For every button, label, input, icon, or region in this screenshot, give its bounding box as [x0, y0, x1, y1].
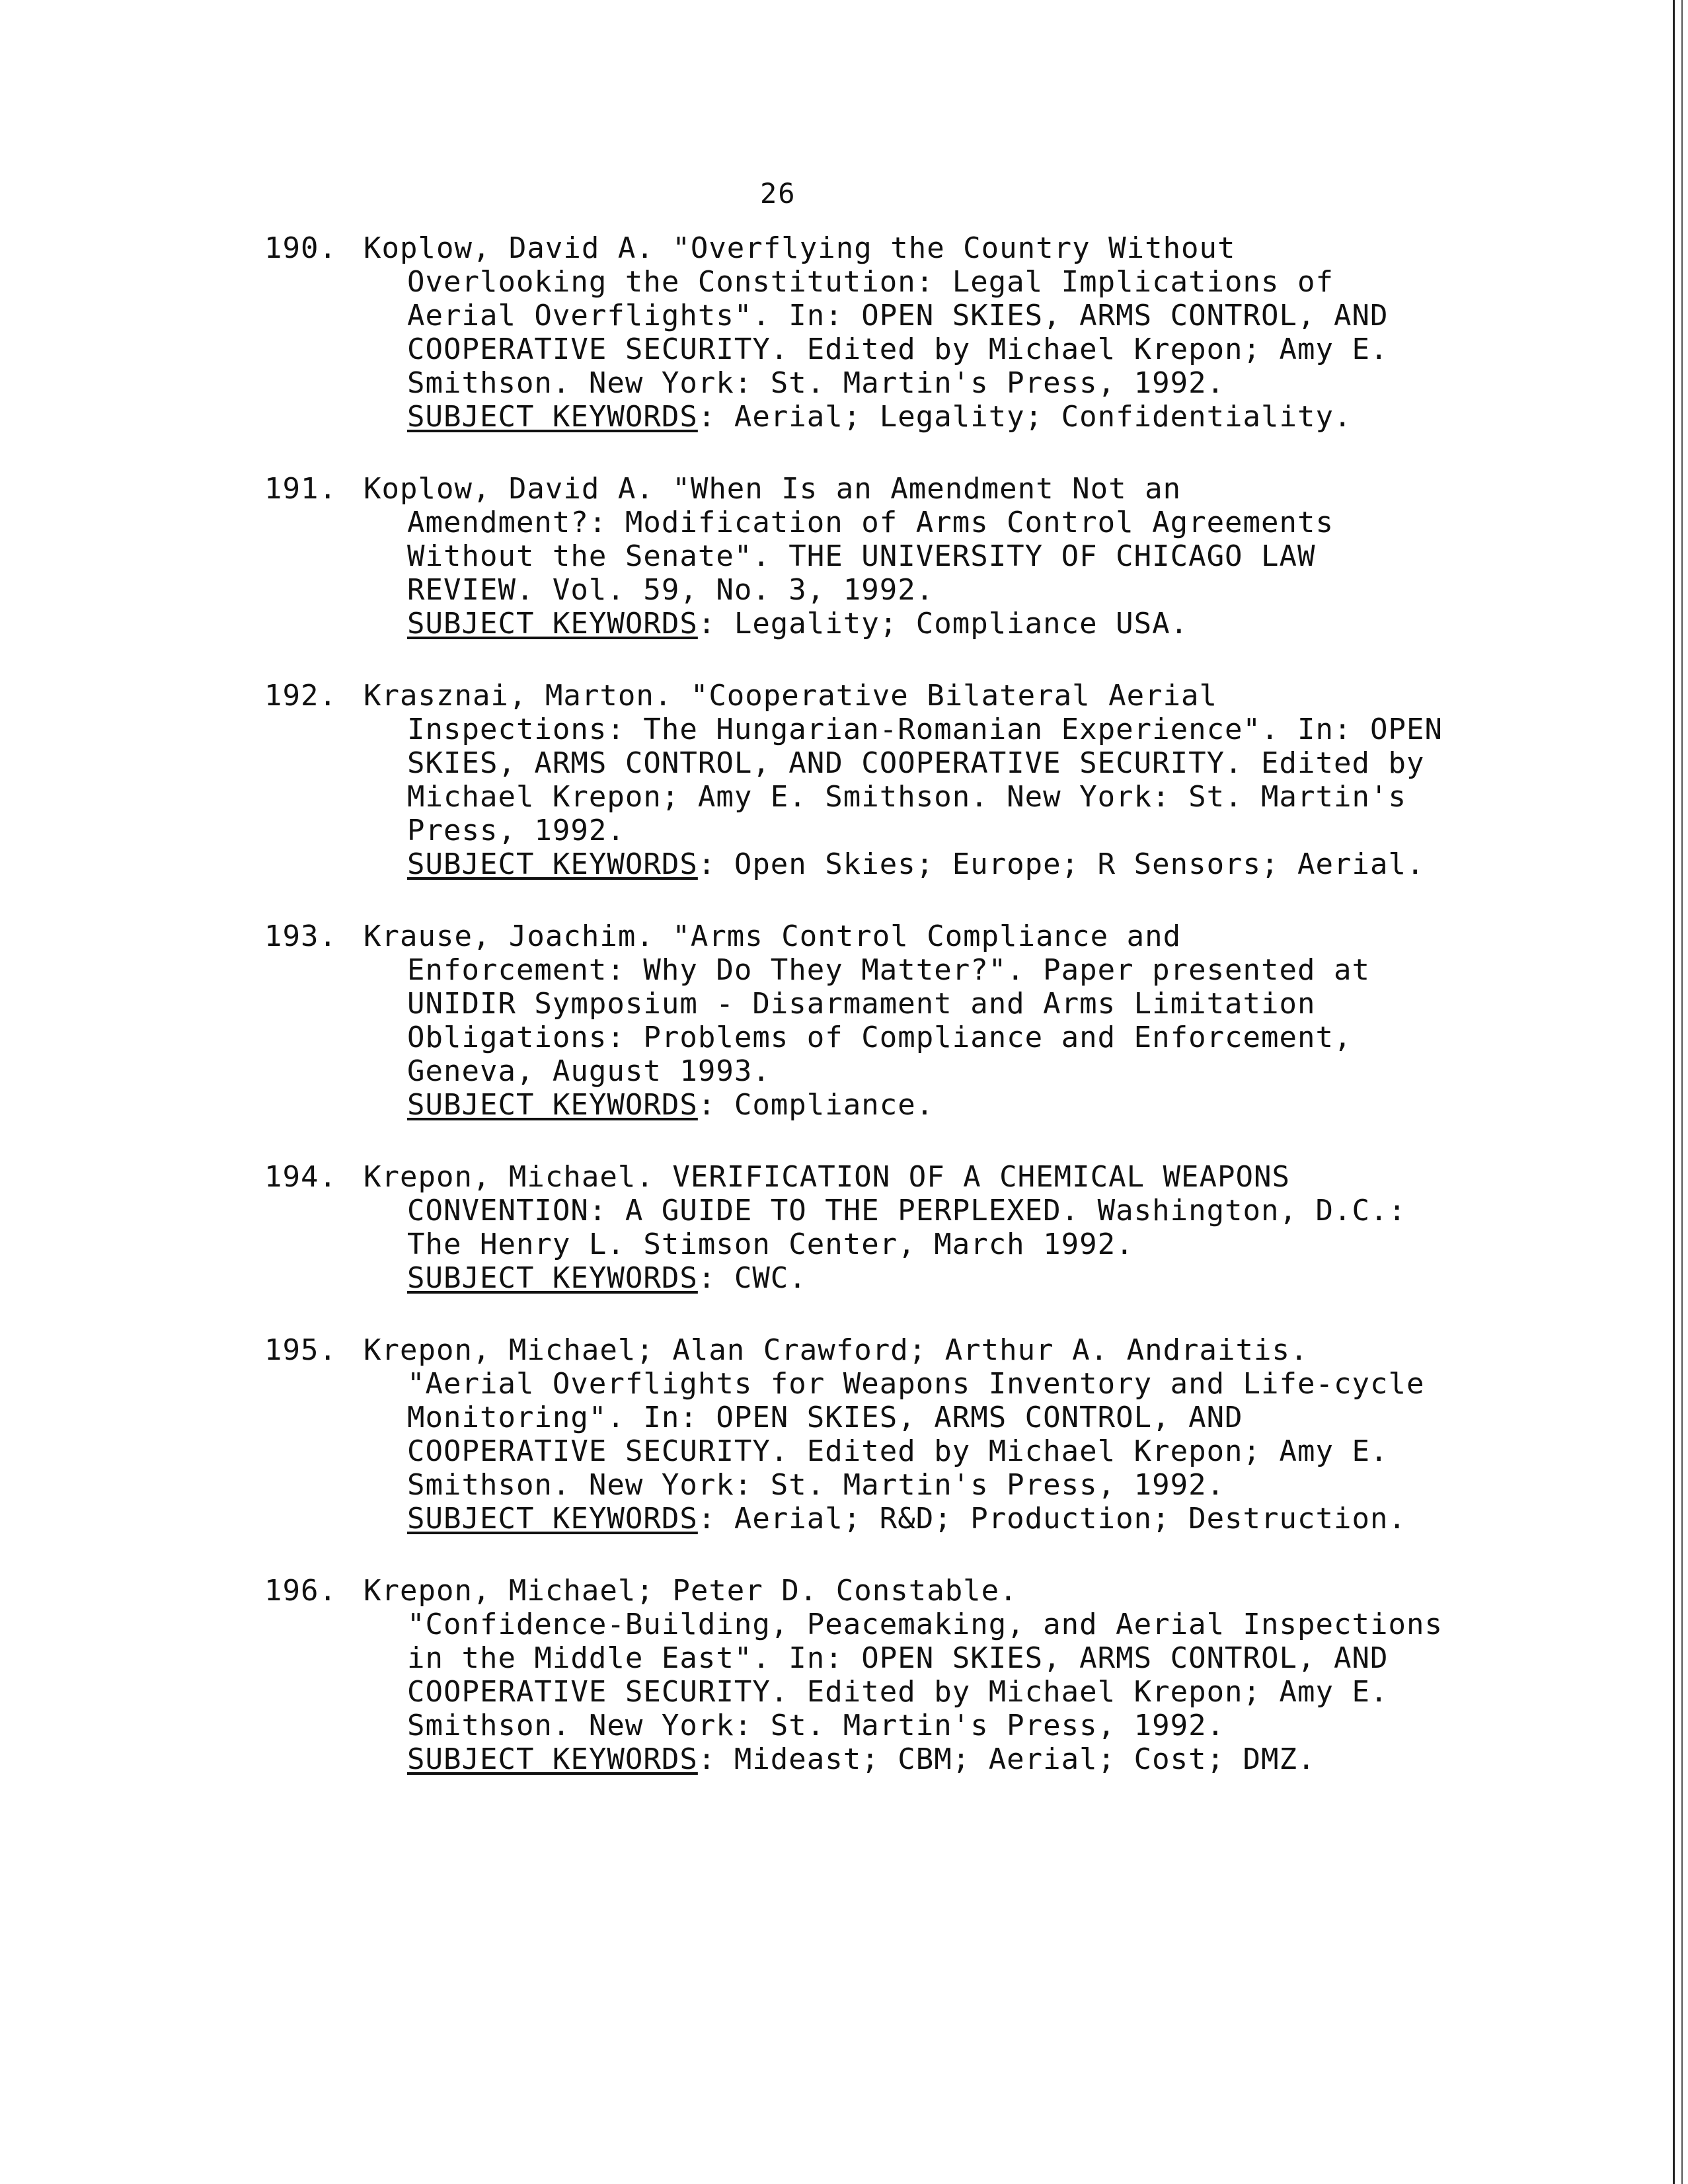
- entry-body: [264, 919, 1454, 1122]
- subject-keywords-label: SUBJECT KEYWORDS: [407, 847, 698, 881]
- subject-keywords: [364, 1261, 1454, 1295]
- subject-keywords-label: SUBJECT KEYWORDS: [407, 1742, 698, 1776]
- entry-citation: "Aerial Overflights for Weapons Inventory and Life-cycle Monitoring". In: OPEN SKIES, ARMS CONTROL, AND COOPERATIVE SECURITY. Edited by Michael Krepon; Amy E. Smithson. New York: St. Martin's Press, 1992.: [407, 1367, 1425, 1502]
- entry-body: [264, 1333, 1454, 1536]
- bibliography-entry-196: [264, 1574, 1454, 1776]
- entry-number: 190.: [264, 231, 337, 265]
- entry-citation: CONVENTION: A GUIDE TO THE PERPLEXED. Washington, D.C.: The Henry L. Stimson Center, March 1992.: [407, 1194, 1406, 1261]
- subject-keywords-values: : Open Skies; Europe; R Sensors; Aerial.: [697, 847, 1425, 881]
- entry-first-line: Koplow, David A. "When Is an Amendment Not an: [364, 472, 1182, 506]
- entry-number: 194.: [264, 1160, 337, 1194]
- entry-body: [264, 472, 1454, 641]
- bibliography-entry-192: [264, 679, 1454, 881]
- subject-keywords: [364, 1088, 1454, 1122]
- entry-citation: Overlooking the Constitution: Legal Implications of Aerial Overflights". In: OPEN SKIES, ARMS CONTROL, AND COOPERATIVE SECURITY. Edited by Michael Krepon; Amy E. Smithson. New York: St. Martin's Press, 1992.: [407, 265, 1389, 400]
- subject-keywords: [364, 1502, 1454, 1536]
- entry-number: 193.: [264, 919, 337, 953]
- subject-keywords: [364, 1742, 1454, 1776]
- entry-number: 192.: [264, 679, 337, 713]
- bibliography-entry-195: [264, 1333, 1454, 1536]
- entry-citation: Amendment?: Modification of Arms Control Agreements Without the Senate". THE UNIVERSITY OF CHICAGO LAW REVIEW. Vol. 59, No. 3, 1992.: [407, 506, 1334, 607]
- subject-keywords-label: SUBJECT KEYWORDS: [407, 1088, 698, 1122]
- entry-body: [264, 1160, 1454, 1295]
- entry-first-line: Krasznai, Marton. "Cooperative Bilateral Aerial: [364, 679, 1218, 713]
- entry-number: 195.: [264, 1333, 337, 1367]
- bibliography-list: [264, 231, 1454, 1814]
- bibliography-entry-194: [264, 1160, 1454, 1295]
- subject-keywords-values: : CWC.: [697, 1261, 807, 1295]
- subject-keywords-values: : Legality; Compliance USA.: [697, 607, 1189, 641]
- subject-keywords-values: : Aerial; R&D; Production; Destruction.: [697, 1502, 1406, 1536]
- page-edge-line-outer: [1681, 0, 1683, 2184]
- entry-first-line: Krepon, Michael; Alan Crawford; Arthur A. Andraitis.: [364, 1333, 1309, 1367]
- entry-first-line: Koplow, David A. "Overflying the Country Without: [364, 231, 1236, 265]
- entry-first-line: Krepon, Michael; Peter D. Constable.: [364, 1574, 1018, 1608]
- subject-keywords-values: : Aerial; Legality; Confidentiality.: [697, 400, 1352, 434]
- subject-keywords-label: SUBJECT KEYWORDS: [407, 1502, 698, 1536]
- entry-citation: Enforcement: Why Do They Matter?". Paper presented at UNIDIR Symposium - Disarmament and Arms Limitation Obligations: Problems of Compliance and Enforcement, Geneva, August 1993.: [407, 953, 1370, 1088]
- page-number: 26: [760, 177, 796, 210]
- page-edge-line: [1673, 0, 1675, 2184]
- subject-keywords-values: : Mideast; CBM; Aerial; Cost; DMZ.: [697, 1742, 1316, 1776]
- bibliography-entry-191: [264, 472, 1454, 641]
- entry-body: [264, 231, 1454, 434]
- entry-first-line: Krause, Joachim. "Arms Control Compliance and: [364, 919, 1182, 953]
- entry-citation: "Confidence-Building, Peacemaking, and Aerial Inspections in the Middle East". In: OPEN SKIES, ARMS CONTROL, AND COOPERATIVE SECURITY. Edited by Michael Krepon; Amy E. Smithson. New York: St. Martin's Press, 1992.: [407, 1608, 1443, 1742]
- bibliography-entry-190: [264, 231, 1454, 434]
- entry-body: [264, 679, 1454, 881]
- subject-keywords-label: SUBJECT KEYWORDS: [407, 607, 698, 641]
- entry-number: 196.: [264, 1574, 337, 1608]
- entry-first-line: Krepon, Michael. VERIFICATION OF A CHEMICAL WEAPONS: [364, 1160, 1291, 1194]
- subject-keywords-label: SUBJECT KEYWORDS: [407, 1261, 698, 1295]
- entry-number: 191.: [264, 472, 337, 506]
- subject-keywords: [364, 400, 1454, 434]
- subject-keywords: [364, 847, 1454, 881]
- entry-body: [264, 1574, 1454, 1776]
- subject-keywords: [364, 607, 1454, 641]
- bibliography-entry-193: [264, 919, 1454, 1122]
- entry-citation: Inspections: The Hungarian-Romanian Experience". In: OPEN SKIES, ARMS CONTROL, AND COOPERATIVE SECURITY. Edited by Michael Krepon; Amy E. Smithson. New York: St. Martin's Press, 1992.: [407, 713, 1443, 847]
- subject-keywords-values: : Compliance.: [697, 1088, 935, 1122]
- subject-keywords-label: SUBJECT KEYWORDS: [407, 400, 698, 434]
